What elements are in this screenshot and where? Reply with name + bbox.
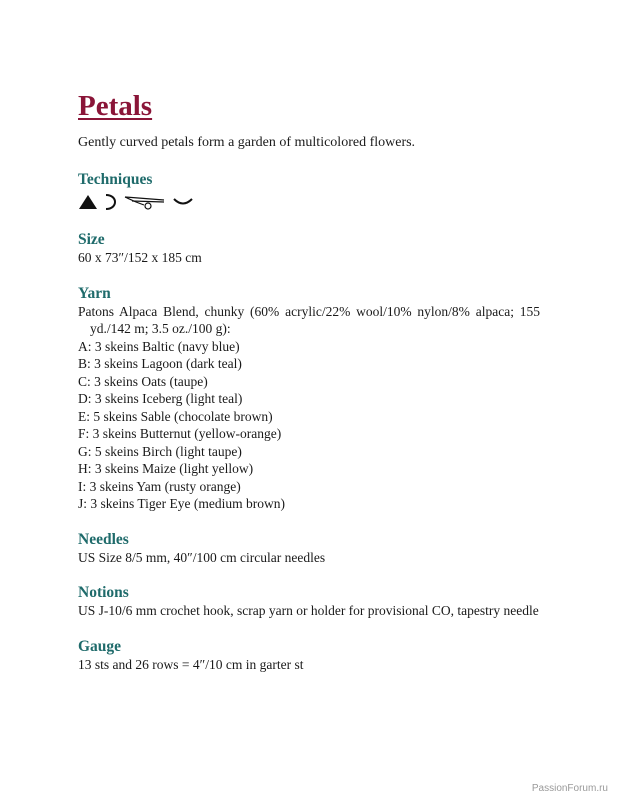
notions-heading: Notions bbox=[78, 584, 129, 601]
size-heading: Size bbox=[78, 231, 105, 248]
list-item: J: 3 skeins Tiger Eye (medium brown) bbox=[78, 496, 285, 511]
gauge-heading: Gauge bbox=[78, 637, 122, 655]
gauge-section bbox=[78, 637, 540, 674]
list-item: G: 5 skeins Birch (light taupe) bbox=[78, 443, 242, 459]
list-item: I: 3 skeins Yam (rusty orange) bbox=[78, 478, 241, 494]
page-title: Petals bbox=[78, 90, 153, 122]
size-text: 60 x 73″/152 x 185 cm bbox=[78, 250, 202, 265]
arc-icon bbox=[172, 196, 194, 208]
needles-text: US Size 8/5 mm, 40″/100 cm circular needles bbox=[78, 549, 326, 565]
gauge-text: 13 sts and 26 rows = 4″/10 cm in garter st bbox=[78, 656, 304, 672]
yarn-section bbox=[78, 284, 540, 513]
intro-text: Gently curved petals form a garden of multicolored flowers. bbox=[78, 135, 416, 150]
yarn-heading: Yarn bbox=[78, 284, 111, 302]
list-item: D: 3 skeins Iceberg (light teal) bbox=[78, 391, 243, 406]
pattern-page bbox=[78, 88, 540, 690]
triangle-icon bbox=[78, 194, 98, 210]
techniques-heading: Techniques bbox=[78, 171, 153, 188]
list-item: E: 5 skeins Sable (chocolate brown) bbox=[78, 408, 273, 424]
list-item: A: 3 skeins Baltic (navy blue) bbox=[78, 338, 240, 354]
techniques-icons bbox=[78, 191, 540, 213]
hook-curve-icon bbox=[104, 193, 118, 211]
scissors-icon bbox=[124, 193, 166, 211]
notions-section bbox=[78, 583, 540, 620]
list-item: B: 3 skeins Lagoon (dark teal) bbox=[78, 356, 242, 371]
watermark: PassionForum.ru bbox=[531, 783, 608, 794]
list-item: H: 3 skeins Maize (light yellow) bbox=[78, 461, 254, 476]
size-section bbox=[78, 230, 540, 267]
needles-section bbox=[78, 530, 540, 567]
needles-heading: Needles bbox=[78, 530, 129, 548]
yarn-list bbox=[78, 338, 540, 513]
techniques-section bbox=[78, 170, 540, 213]
list-item: F: 3 skeins Butternut (yellow-orange) bbox=[78, 426, 282, 441]
list-item: C: 3 skeins Oats (taupe) bbox=[78, 373, 208, 389]
notions-text: US J-10/6 mm crochet hook, scrap yarn or holder for provisional CO, tapestry needle bbox=[78, 603, 539, 618]
yarn-description: Patons Alpaca Blend, chunky (60% acrylic/22% wool/10% nylon/8% alpaca; 155 yd./142 m; 3.5 oz./100 g): bbox=[78, 303, 540, 336]
